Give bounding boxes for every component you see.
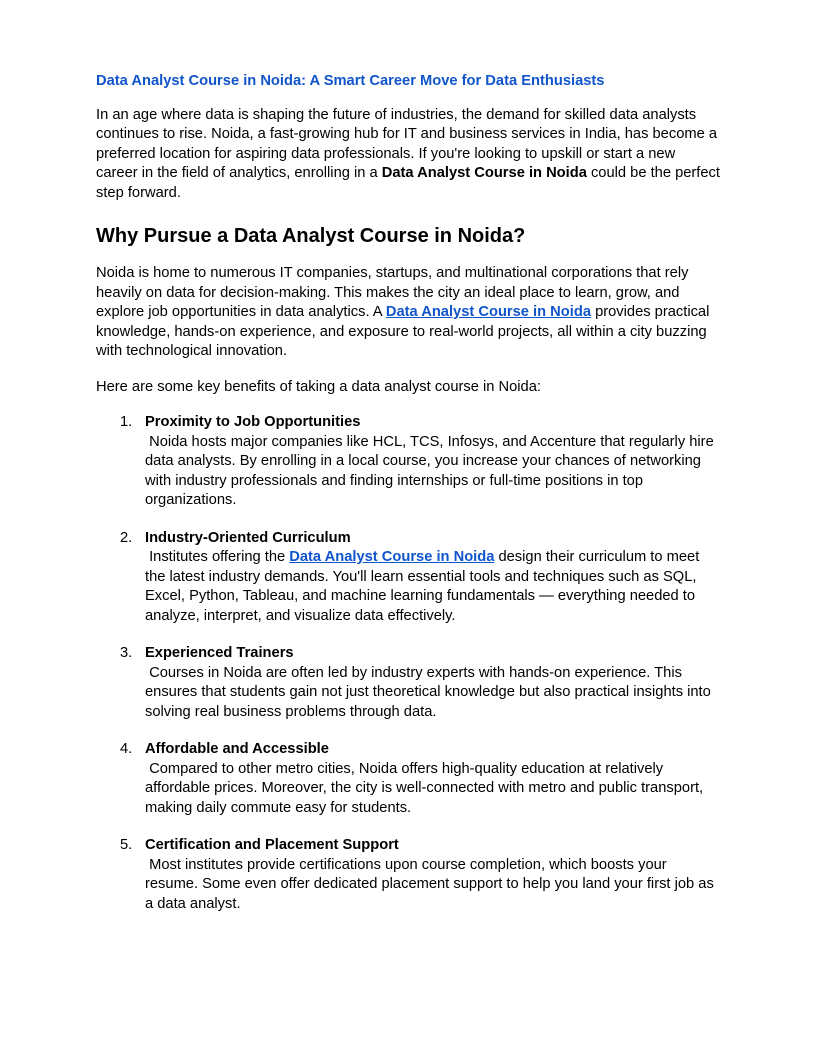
list-item-title: Industry-Oriented Curriculum — [145, 529, 351, 546]
list-item-content — [145, 529, 720, 627]
list-item-body: Noida hosts major companies like HCL, TCS, Infosys, and Accenture that regularly hire data analysts. By enrolling in a local course, you increase your chances of networking with industry professionals and finding internships or full-time positions in top organizations. — [145, 433, 718, 508]
list-item-number: 4. — [120, 741, 133, 757]
list-item-certification — [96, 836, 720, 914]
list-item-title: Proximity to Job Opportunities — [145, 414, 361, 430]
intro-paragraph — [96, 106, 720, 204]
list-item-body — [145, 548, 720, 626]
why-text-2: provides practical knowledge, hands-on experience, and exposure to real-world projects, all within a city buzzing with technological innovation. — [96, 304, 710, 359]
list-item-curriculum — [96, 529, 720, 627]
list-item-body: Compared to other metro cities, Noida offers high-quality education at relatively affordable prices. Moreover, the city is well-connected with metro and public transport, making daily commute easy for students. — [145, 760, 708, 816]
document-title: Data Analyst Course in Noida: A Smart Career Move for Data Enthusiasts — [96, 73, 605, 89]
list-item-body: Courses in Noida are often led by industry experts with hands-on experience. This ensures that students gain not just theoretical knowledge but also practical insights into solving real business problems through data. — [145, 664, 715, 720]
benefits-intro: Here are some key benefits of taking a data analyst course in Noida: — [96, 378, 541, 395]
why-paragraph — [96, 264, 720, 362]
list-item-number: 1. — [120, 414, 133, 430]
course-link-curriculum-item[interactable]: Data Analyst Course in Noida — [289, 549, 495, 565]
list-item-content — [145, 836, 720, 914]
section-heading-why-pursue: Why Pursue a Data Analyst Course in Noida? — [96, 225, 526, 247]
list-item-body: Most institutes provide certifications upon course completion, which boosts your resume. Some even offer dedicated placement support to help you land your first job as a data analyst. — [145, 856, 718, 912]
intro-text-2: could be the perfect step forward. — [96, 165, 720, 201]
list-item-title: Affordable and Accessible — [145, 741, 329, 757]
list-item-proximity — [96, 413, 720, 511]
list-item-content — [145, 413, 720, 511]
list-item-content — [145, 740, 720, 818]
intro-text-1: In an age where data is shaping the future of industries, the demand for skilled data analysts continues to rise. Noida, a fast-growing hub for IT and business services in India, has become a preferred location for aspiring data professionals. If you're looking to upskill or start a new career in the field of analytics, enrolling in a — [96, 106, 718, 181]
list-item-affordable — [96, 740, 720, 818]
list-item-number: 3. — [120, 645, 133, 661]
list-item-body-text-2: design their curriculum to meet the latest industry demands. You'll learn essential tools and techniques such as SQL, Excel, Python, Tableau, and machine learning fundamentals — everything needed to analyze, interpret, and visualize data effectively. — [145, 549, 704, 624]
list-item-number: 2. — [120, 529, 133, 546]
benefits-list — [96, 413, 720, 914]
list-item-trainers — [96, 644, 720, 722]
list-item-content — [145, 644, 720, 722]
why-text-1: Noida is home to numerous IT companies, startups, and multinational corporations that rely heavily on data for decision-making. This makes the city an ideal place to learn, grow, and explore job opportunities in data analytics. A — [96, 265, 689, 320]
list-item-body-text-1: Institutes offering the — [145, 549, 290, 565]
list-item-title: Certification and Placement Support — [145, 837, 399, 853]
list-item-number: 5. — [120, 837, 133, 853]
intro-bold-phrase: Data Analyst Course in Noida — [381, 165, 587, 181]
course-link-why-paragraph[interactable]: Data Analyst Course in Noida — [385, 304, 591, 320]
list-item-title: Experienced Trainers — [145, 645, 294, 661]
